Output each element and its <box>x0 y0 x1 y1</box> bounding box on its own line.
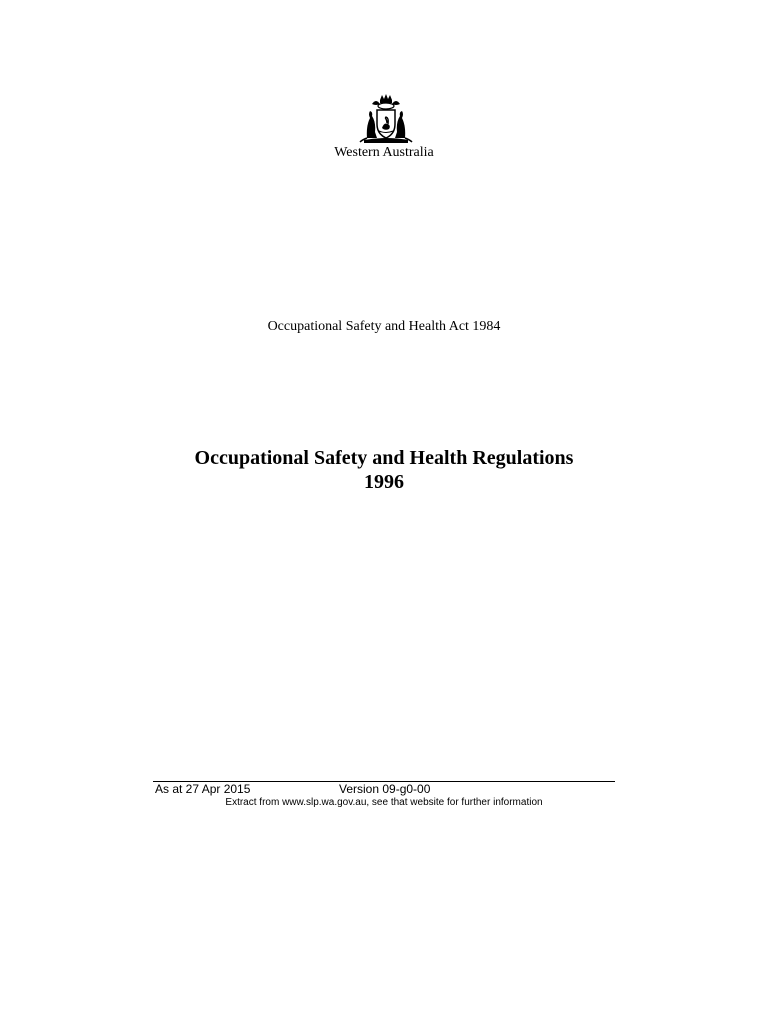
extract-note: Extract from www.slp.wa.gov.au, see that website for further information <box>225 797 543 808</box>
version-number: Version 09-g0-00 <box>339 782 431 796</box>
coat-of-arms-icon <box>358 92 414 144</box>
jurisdiction-name: Western Australia <box>334 145 434 160</box>
regulations-title <box>0 446 768 494</box>
regulations-title-line-2: 1996 <box>364 471 404 493</box>
as-at-date: As at 27 Apr 2015 <box>155 782 251 796</box>
enabling-act-name: Occupational Safety and Health Act 1984 <box>267 319 501 334</box>
regulations-title-line-1: Occupational Safety and Health Regulations <box>194 447 574 469</box>
